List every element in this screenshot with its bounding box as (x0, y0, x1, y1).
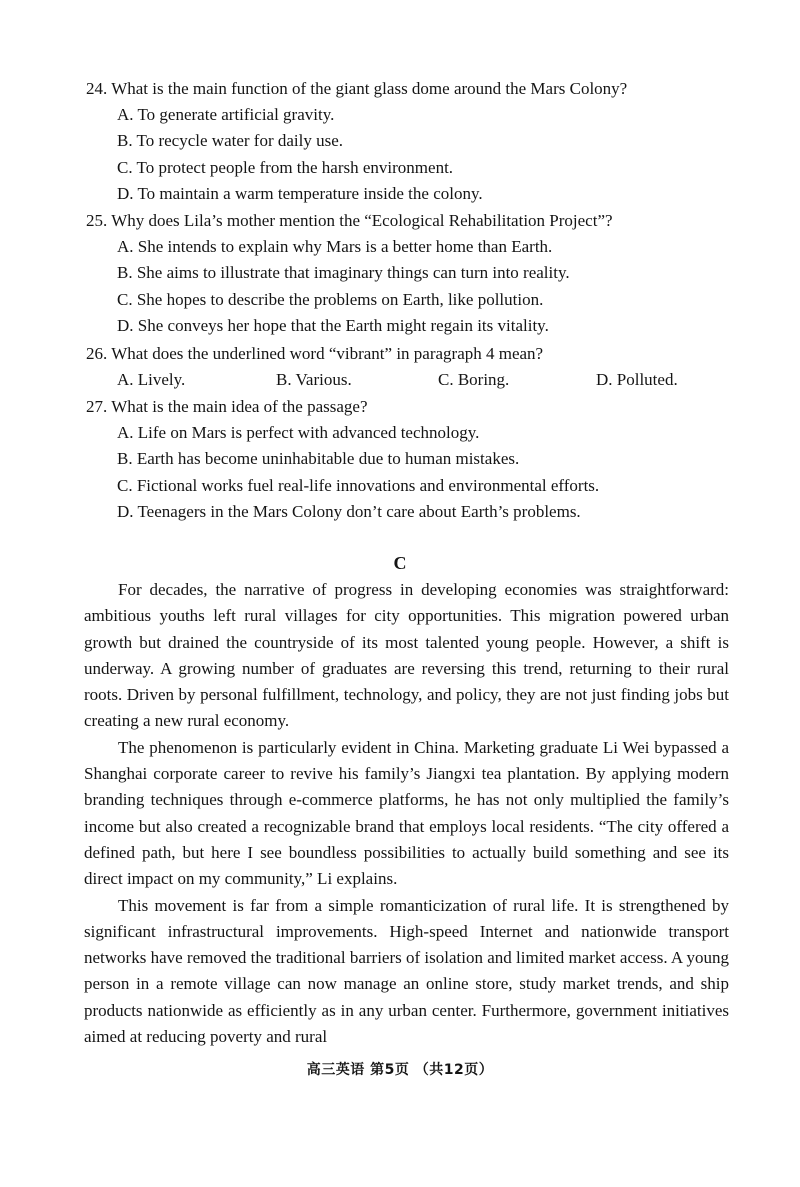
option-c: C. To protect people from the harsh environment. (117, 157, 454, 177)
section-heading: C (393, 553, 407, 573)
option-d: D. Polluted. (596, 370, 678, 390)
option-b: B. Earth has become uninhabitable due to human mistakes. (117, 449, 520, 469)
passage-paragraph: This movement is far from a simple romanticization of rural life. It is strengthened by significant infrastructural improvements. High-speed Internet and nationwide transport networks have removed the traditional barriers of isolation and limited market access. A young person in a remote village can now manage an online store, study market trends, and ship products nationwide as efficiently as in any urban center. Furthermore, government initiatives aimed at reducing poverty and rural (84, 895, 729, 1047)
page-footer: 高三英语 第5页 （共12页） (306, 1062, 494, 1078)
question-25 (86, 208, 746, 339)
option-c: C. Boring. (438, 370, 510, 390)
option-b: B. Various. (276, 370, 352, 390)
option-d: D. To maintain a warm temperature inside the colony. (117, 183, 483, 203)
option-c: C. Fictional works fuel real-life innovations and environmental efforts. (117, 475, 600, 495)
option-b: B. She aims to illustrate that imaginary things can turn into reality. (117, 263, 570, 283)
option-c: C. She hopes to describe the problems on Earth, like pollution. (117, 289, 544, 309)
option-a: A. Life on Mars is perfect with advanced technology. (117, 423, 480, 443)
question-stem: 24. What is the main function of the giant glass dome around the Mars Colony? (86, 79, 628, 98)
question-24 (86, 76, 746, 207)
option-d: D. She conveys her hope that the Earth might regain its vitality. (117, 315, 549, 335)
option-row (86, 367, 746, 393)
option-d: D. Teenagers in the Mars Colony don’t care about Earth’s problems. (117, 501, 581, 521)
question-stem: 27. What is the main idea of the passage? (86, 397, 368, 416)
reading-passage (84, 577, 729, 1050)
option-a: A. She intends to explain why Mars is a better home than Earth. (117, 237, 553, 257)
question-stem: 26. What does the underlined word “vibrant” in paragraph 4 mean? (86, 344, 544, 363)
option-b: B. To recycle water for daily use. (117, 131, 344, 151)
passage-paragraph: For decades, the narrative of progress in developing economies was straightforward: ambitious youths left rural villages for city opportunities. This migration powered urban growth but drained the countryside of its most talented young people. However, a shift is underway. A growing number of graduates are reversing this trend, returning to their rural roots. Driven by personal fulfillment, technology, and policy, they are not just finding jobs but creating a new rural economy. (84, 580, 729, 731)
option-a: A. To generate artificial gravity. (117, 105, 335, 125)
question-27 (86, 394, 746, 525)
question-stem: 25. Why does Lila’s mother mention the “Ecological Rehabilitation Project”? (86, 211, 613, 230)
option-a: A. Lively. (117, 370, 186, 390)
question-26 (86, 341, 746, 393)
passage-paragraph: The phenomenon is particularly evident in China. Marketing graduate Li Wei bypassed a Shanghai corporate career to revive his family’s Jiangxi tea plantation. By applying modern branding techniques through e-commerce platforms, he has not only multiplied the family’s income but also created a recognizable brand that employs local residents. “The city offered a defined path, but here I see boundless possibilities to actually build something and see its direct impact on my community,” Li explains. (84, 737, 729, 889)
